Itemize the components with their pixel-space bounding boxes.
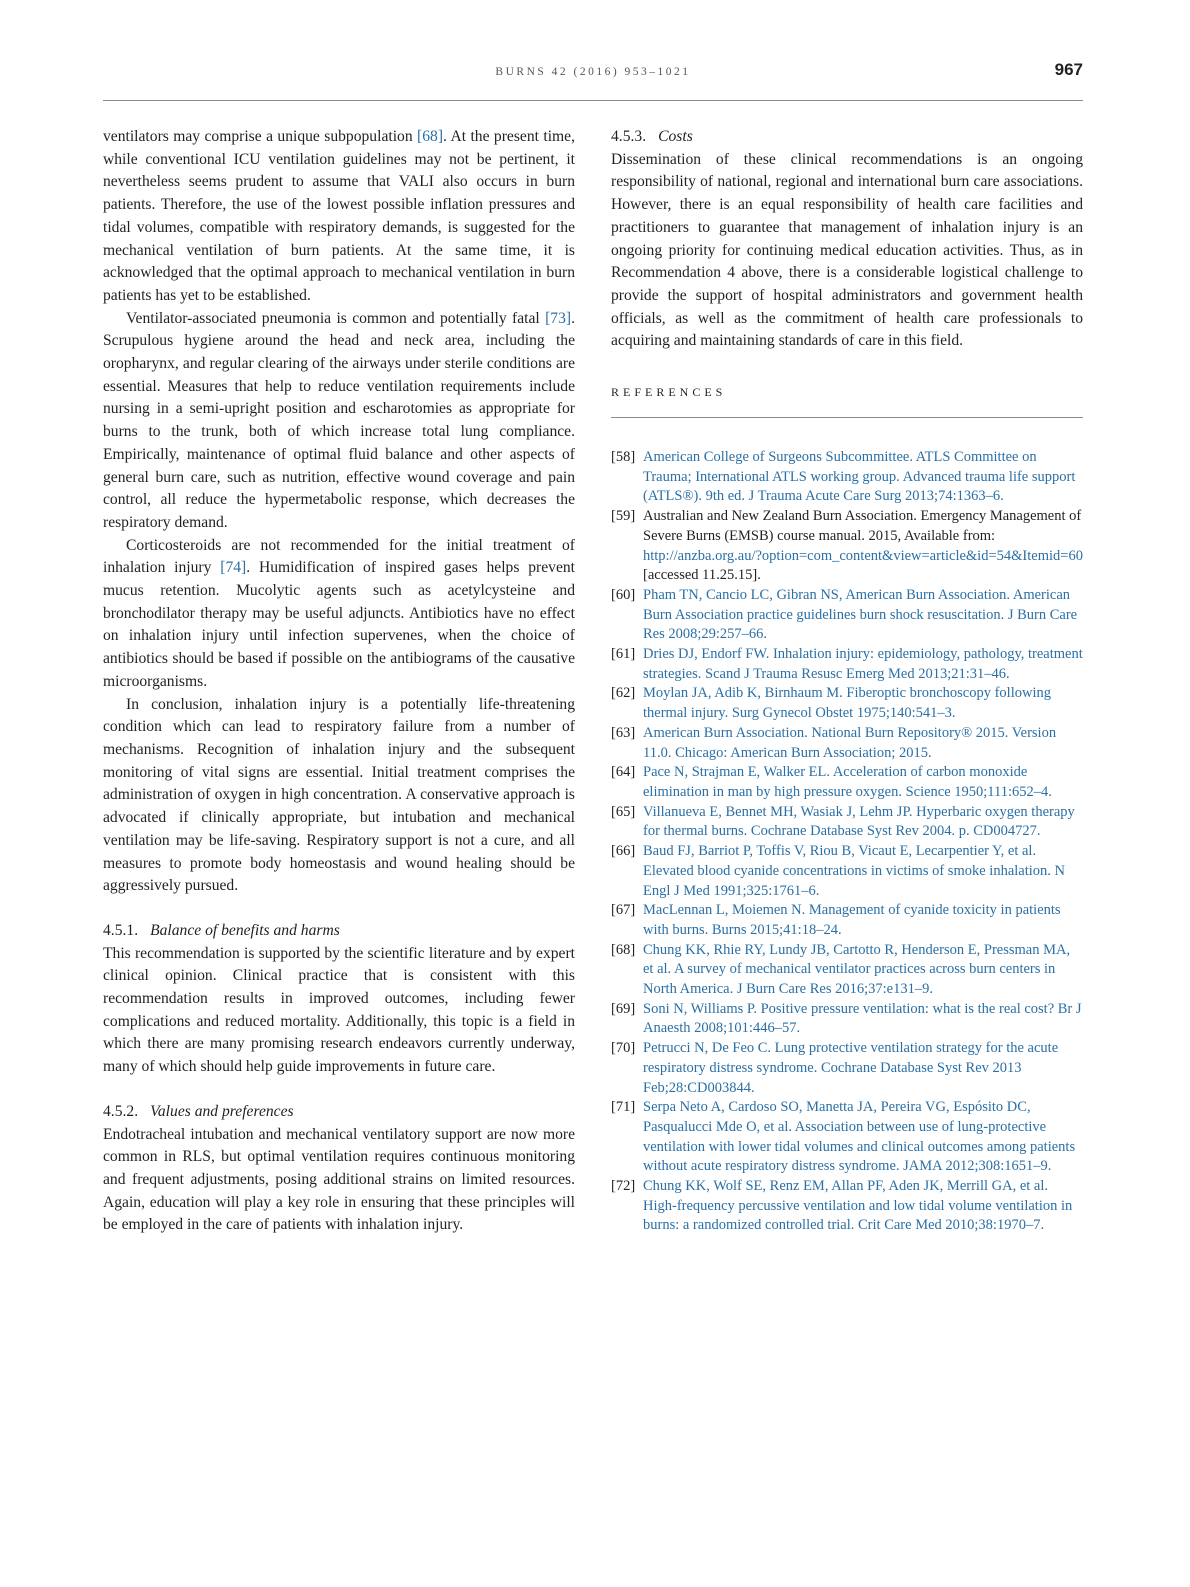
reference-link[interactable]: Serpa Neto A, Cardoso SO, Manetta JA, Pereira VG, Espósito DC, Pasqualucci Mde O, et al. Association between use of lung-protective ventilation with lower tidal volumes and clinical outcomes among patients without acute respiratory distress syndrome. JAMA 2012;308:1651–9. — [643, 1099, 1076, 1175]
section-heading-4-5-3 — [611, 126, 1083, 149]
reference-number: [60] — [611, 586, 636, 603]
section-text-4-5-1: This recommendation is supported by the scientific literature and by expert clinical opinion. Clinical practice that is consistent with this recommendation results in improved outcomes, including fewer complications and reduced mortality. Additionally, this topic is a field in which there are many promising research endeavors currently underway, many of which should help guide improvements in future care. — [103, 944, 575, 1076]
reference-number: [64] — [611, 764, 636, 781]
reference-number: [62] — [611, 685, 636, 702]
section-text-4-5-3: Dissemination of these clinical recommendations is an ongoing responsibility of national, regional and international burn care associations. However, there is an equal responsibility of health care facilities and practitioners to guarantee that management of inhalation injury is an ongoing priority for continuing medical education activities. Thus, as in Recommendation 4 above, there is a considerable logistical challenge to provide the support of hospital administrators and government health officials, as well as the commitment of health care professionals to acquiring and maintaining standards of care in this field. — [611, 150, 1083, 350]
section-number: 4.5.2. — [103, 1102, 139, 1120]
reference-number: [67] — [611, 902, 636, 919]
reference-number: [72] — [611, 1178, 636, 1195]
reference-item — [611, 1039, 1083, 1098]
paragraph-pneumonia — [103, 308, 575, 535]
reference-link[interactable]: Petrucci N, De Feo C. Lung protective ventilation strategy for the acute respiratory distress syndrome. Cochrane Database Syst Rev 2013 Feb;28:CD003844. — [643, 1040, 1059, 1096]
reference-number: [69] — [611, 1000, 636, 1017]
reference-link[interactable]: Baud FJ, Barriot P, Toffis V, Riou B, Vicaut E, Lecarpentier Y, et al. Elevated blood cyanide concentrations in victims of smoke inhalation. N Engl J Med 1991;325:1761–6. — [643, 843, 1066, 899]
references-divider — [611, 417, 1083, 418]
reference-link[interactable]: Moylan JA, Adib K, Birnhaum M. Fiberoptic bronchoscopy following thermal injury. Surg Gynecol Obstet 1975;140:541–3. — [643, 685, 1051, 722]
reference-item — [611, 586, 1083, 645]
reference-item — [611, 1000, 1083, 1039]
reference-number: [70] — [611, 1040, 636, 1057]
reference-item — [611, 803, 1083, 842]
section-title: Values and preferences — [150, 1102, 294, 1120]
reference-item — [611, 842, 1083, 901]
reference-item — [611, 1098, 1083, 1177]
citation-link-74[interactable]: [74] — [220, 559, 247, 577]
text: [accessed 11.25.15]. — [643, 567, 761, 584]
left-column — [103, 126, 575, 1237]
reference-number: [63] — [611, 724, 636, 741]
reference-link[interactable]: Pace N, Strajman E, Walker EL. Acceleration of carbon monoxide elimination in man by high pressure oxygen. Science 1950;111:652–4. — [643, 764, 1052, 800]
reference-item — [611, 941, 1083, 1000]
section-heading-4-5-1 — [103, 920, 575, 943]
reference-list — [611, 448, 1083, 1236]
reference-text — [643, 507, 1083, 586]
section-text-4-5-2: Endotracheal intubation and mechanical ventilatory support are now more common in RLS, but optimal ventilation requires continuous monitoring and frequent adjustments, posing additional strains on limited resources. Again, education will play a key role in ensuring that these principles will be employed in the care of patients with inhalation injury. — [103, 1125, 575, 1234]
reference-link[interactable]: Pham TN, Cancio LC, Gibran NS, American Burn Association. American Burn Association practice guidelines burn shock resuscitation. J Burn Care Res 2008;29:257–66. — [643, 586, 1078, 643]
running-header — [103, 60, 1083, 101]
text: ventilators may comprise a unique subpopulation — [103, 128, 418, 145]
reference-number: [71] — [611, 1099, 636, 1116]
reference-number: [66] — [611, 843, 636, 860]
paragraph-conclusion: In conclusion, inhalation injury is a potentially life-threatening condition which can lead to respiratory failure from a number of mechanisms. Recognition of inhalation injury and the subsequent monitoring of vital signs are essential. Initial treatment comprises the administration of oxygen in high concentration. A conservative approach is advocated if clinically appropriate, but intubation and mechanical ventilation may be life-saving. Respiratory support is not a cure, and all measures to promote body homeostasis and wound healing should be aggressively pursued. — [103, 695, 575, 895]
section-heading-4-5-2 — [103, 1101, 575, 1124]
section-number: 4.5.1. — [103, 921, 139, 939]
reference-link[interactable]: Villanueva E, Bennet MH, Wasiak J, Lehm JP. Hyperbaric oxygen therapy for thermal burns. Cochrane Database Syst Rev 2004. p. CD004727. — [643, 803, 1075, 840]
reference-link[interactable]: Chung KK, Rhie RY, Lundy JB, Cartotto R, Henderson E, Pressman MA, et al. A survey of mechanical ventilator practices across burn centers in North America. J Burn Care Res 2016;37:e131–9. — [643, 941, 1071, 998]
reference-url-link[interactable]: http://anzba.org.au/?option=com_content&view=article&id=54&Itemid=60 — [643, 547, 1083, 564]
reference-item — [611, 448, 1083, 507]
reference-link[interactable]: MacLennan L, Moiemen N. Management of cyanide toxicity in patients with burns. Burns 2015;41:18–24. — [643, 902, 1061, 938]
reference-item — [611, 645, 1083, 684]
paragraph-corticosteroids — [103, 535, 575, 694]
reference-link[interactable]: American College of Surgeons Subcommittee. ATLS Committee on Trauma; International ATLS working group. Advanced trauma life support (ATLS®). 9th ed. J Trauma Acute Care Surg 2013;74:1363–6. — [643, 449, 1076, 505]
reference-item — [611, 507, 1083, 586]
text: . Humidification of inspired gases helps prevent mucus retention. Mucolytic agents such as acetylcysteine and bronchodilator therapy may be useful adjuncts. Antibiotics have no effect on inhalation injury until infection supervenes, when the choice of antibiotics should be based if possible on the antibiograms of the causative microorganisms. — [103, 559, 575, 690]
reference-link[interactable]: American Burn Association. National Burn Repository® 2015. Version 11.0. Chicago: American Burn Association; 2015. — [643, 724, 1057, 761]
reference-number: [65] — [611, 803, 636, 820]
text: Ventilator-associated pneumonia is common and potentially fatal — [126, 309, 546, 327]
reference-number: [68] — [611, 941, 636, 958]
reference-number: [59] — [611, 508, 636, 525]
reference-item — [611, 684, 1083, 723]
section-title: Costs — [658, 128, 693, 145]
text: Australian and New Zealand Burn Association. Emergency Management of Severe Burns (EMSB) course manual. 2015, Available from: — [643, 508, 1082, 544]
reference-item — [611, 763, 1083, 802]
text: . At the present time, while conventional ICU ventilation guidelines may not be pertinent, it nevertheless seems prudent to assume that VALI also occurs in burn patients. Therefore, the use of the lowest possible inflation pressures and tidal volumes, compatible with respiratory demands, is suggested for the mechanical ventilation of burn patients. At the same time, it is acknowledged that the optimal approach to mechanical ventilation in burn patients has yet to be established. — [103, 128, 575, 304]
paragraph-ventilators — [103, 126, 575, 308]
section-number: 4.5.3. — [611, 128, 647, 145]
reference-number: [61] — [611, 646, 636, 663]
reference-item — [611, 1177, 1083, 1236]
citation-link-68[interactable]: [68] — [417, 128, 444, 145]
references-heading: REFERENCES — [611, 385, 727, 400]
reference-item — [611, 724, 1083, 763]
right-column — [611, 126, 1083, 1236]
text: Corticosteroids are not recommended for the initial treatment of inhalation injury — [103, 536, 575, 577]
reference-link[interactable]: Soni N, Williams P. Positive pressure ventilation: what is the real cost? Br J Anaesth 2008;101:446–57. — [643, 1000, 1082, 1037]
page-number: 967 — [1054, 60, 1083, 79]
reference-link[interactable]: Chung KK, Wolf SE, Renz EM, Allan PF, Aden JK, Merrill GA, et al. High-frequency percussive ventilation and low tidal volume ventilation in burns: a randomized controlled trial. Crit Care Med 2010;38:1970–7. — [643, 1178, 1073, 1234]
reference-number: [58] — [611, 449, 636, 466]
reference-link[interactable]: Dries DJ, Endorf FW. Inhalation injury: epidemiology, pathology, treatment strategies. Scand J Trauma Resusc Emerg Med 2013;21:31–46. — [643, 646, 1083, 682]
section-title: Balance of benefits and harms — [150, 921, 340, 939]
journal-citation: BURNS 42 (2016) 953–1021 — [495, 66, 691, 78]
citation-link-73[interactable]: [73] — [545, 309, 572, 327]
reference-item — [611, 901, 1083, 940]
text: . Scrupulous hygiene around the head and neck area, including the oropharynx, and regular clearing of the airways under sterile conditions are essential. Measures that help to reduce ventilation requirements include nursing in a semi-upright position and escharotomies as appropriate for burns to the trunk, both of which increase total lung compliance. Empirically, maintenance of optimal fluid balance and other aspects of general burn care, such as nutrition, effective wound coverage and pain control, all reduce the hypermetabolic response, which decreases the respiratory demand. — [103, 309, 575, 531]
